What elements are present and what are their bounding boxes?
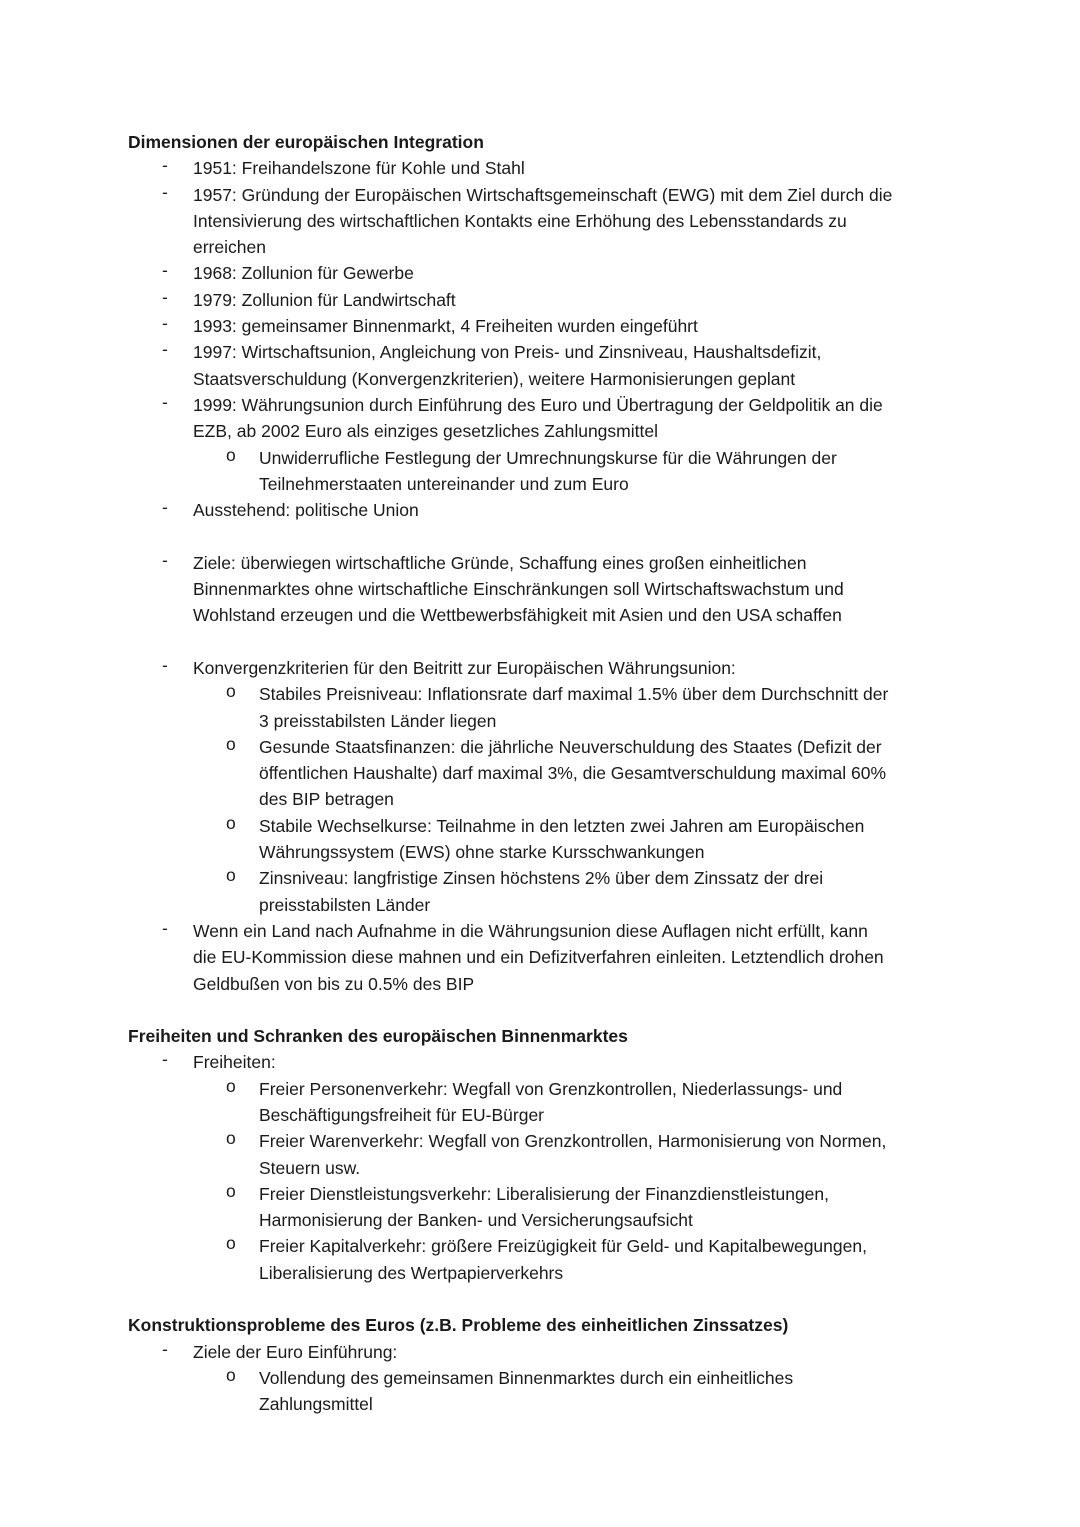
- sub-list-item-text: Vollendung des gemeinsamen Binnenmarktes durch ein einheitliches: [259, 1367, 794, 1388]
- list-item: [128, 339, 928, 392]
- list-item-text: Konvergenzkriterien für den Beitritt zur Europäischen Währungsunion:: [193, 657, 736, 678]
- list-item: [128, 313, 928, 339]
- dash-bullet: -: [162, 1049, 168, 1070]
- spacer: [128, 523, 928, 549]
- list-item-text: Ziele der Euro Einführung:: [193, 1341, 398, 1362]
- sub-list-item-text: des BIP betragen: [259, 789, 394, 810]
- sub-list-item-text: preisstabilsten Länder: [259, 894, 431, 915]
- list-item-text: Ziele: überwiegen wirtschaftliche Gründe, Schaffung eines großen einheitlichen: [193, 552, 807, 573]
- sub-list-item-text: Gesunde Staatsfinanzen: die jährliche Neuverschuldung des Staates (Defizit der: [259, 736, 882, 757]
- circle-bullet: o: [226, 681, 236, 702]
- list-item-text: 1999: Währungsunion durch Einführung des Euro und Übertragung der Geldpolitik an die: [193, 394, 883, 415]
- document-content: [128, 129, 928, 1418]
- sub-list-item-text: Unwiderrufliche Festlegung der Umrechnungskurse für die Währungen der: [259, 447, 837, 468]
- list-item-text: Intensivierung des wirtschaftlichen Kontakts eine Erhöhung des Lebensstandards zu: [193, 210, 847, 231]
- sub-list-item: [128, 681, 928, 734]
- list-item: [128, 655, 928, 681]
- sub-list-item: [128, 1365, 928, 1418]
- sub-list-item-text: Steuern usw.: [259, 1157, 361, 1178]
- list-item: [128, 182, 928, 261]
- list-item-text: 1957: Gründung der Europäischen Wirtschaftsgemeinschaft (EWG) mit dem Ziel durch die: [193, 184, 893, 205]
- list-item-text: 1968: Zollunion für Gewerbe: [193, 263, 414, 284]
- sub-list-item-text: 3 preisstabilsten Länder liegen: [259, 710, 497, 731]
- list-item-text: Staatsverschuldung (Konvergenzkriterien), weitere Harmonisierungen geplant: [193, 368, 796, 389]
- sub-list-item-text: Beschäftigungsfreiheit für EU-Bürger: [259, 1104, 544, 1125]
- spacer: [128, 997, 928, 1023]
- sub-list-item: [128, 734, 928, 813]
- circle-bullet: o: [226, 865, 236, 886]
- sub-list-item-text: Freier Kapitalverkehr: größere Freizügigkeit für Geld- und Kapitalbewegungen,: [259, 1236, 867, 1257]
- sub-list-item: [128, 1128, 928, 1181]
- sub-list-item-text: Zinsniveau: langfristige Zinsen höchstens 2% über dem Zinssatz der drei: [259, 868, 824, 889]
- sub-list-item-text: Zahlungsmittel: [259, 1394, 373, 1415]
- dash-bullet: -: [162, 313, 168, 334]
- circle-bullet: o: [226, 444, 236, 465]
- dash-bullet: -: [162, 1338, 168, 1359]
- circle-bullet: o: [226, 1180, 236, 1201]
- dash-bullet: -: [162, 497, 168, 518]
- dash-bullet: -: [162, 339, 168, 360]
- sub-list-item: [128, 813, 928, 866]
- sub-list-item-text: Teilnehmerstaaten untereinander und zum Euro: [259, 473, 629, 494]
- sub-list-item-text: Währungssystem (EWS) ohne starke Kursschwankungen: [259, 842, 705, 863]
- section-heading-freiheiten: Freiheiten und Schranken des europäischen Binnenmarktes: [128, 1026, 628, 1047]
- circle-bullet: o: [226, 1128, 236, 1149]
- sub-list-item: [128, 1233, 928, 1286]
- list-item: [128, 392, 928, 445]
- list-item-text: 1997: Wirtschaftsunion, Angleichung von Preis- und Zinsniveau, Haushaltsdefizit,: [193, 342, 822, 363]
- sub-list-item: [128, 1181, 928, 1234]
- dash-bullet: -: [162, 286, 168, 307]
- list-item-text: Ausstehend: politische Union: [193, 500, 419, 521]
- list-item-text: erreichen: [193, 237, 266, 258]
- section-heading-konstruktion: Konstruktionsprobleme des Euros (z.B. Probleme des einheitlichen Zinssatzes): [128, 1315, 789, 1336]
- sub-list-item-text: Freier Dienstleistungsverkehr: Liberalisierung der Finanzdienstleistungen,: [259, 1183, 830, 1204]
- circle-bullet: o: [226, 733, 236, 754]
- list-item-text: 1979: Zollunion für Landwirtschaft: [193, 289, 456, 310]
- dash-bullet: -: [162, 654, 168, 675]
- list-item: [128, 1049, 928, 1075]
- list-item: [128, 550, 928, 629]
- sub-list-item-text: öffentlichen Haushalte) darf maximal 3%, die Gesamtverschuldung maximal 60%: [259, 763, 887, 784]
- dash-bullet: -: [162, 181, 168, 202]
- list-item-text: Freiheiten:: [193, 1052, 276, 1073]
- list-item-text: die EU-Kommission diese mahnen und ein Defizitverfahren einleiten. Letztendlich drohen: [193, 947, 884, 968]
- circle-bullet: o: [226, 1233, 236, 1254]
- spacer: [128, 1286, 928, 1312]
- dash-bullet: -: [162, 155, 168, 176]
- sub-list-item: [128, 865, 928, 918]
- list-item-text: Wohlstand erzeugen und die Wettbewerbsfähigkeit mit Asien und den USA schaffen: [193, 605, 842, 626]
- sub-list-item-text: Freier Warenverkehr: Wegfall von Grenzkontrollen, Harmonisierung von Normen,: [259, 1131, 887, 1152]
- sub-list-item-text: Freier Personenverkehr: Wegfall von Grenzkontrollen, Niederlassungs- und: [259, 1078, 843, 1099]
- sub-list-item: [128, 1076, 928, 1129]
- sub-list-item: [128, 445, 928, 498]
- list-item-text: Geldbußen von bis zu 0.5% des BIP: [193, 973, 475, 994]
- dash-bullet: -: [162, 917, 168, 938]
- list-item: [128, 1339, 928, 1365]
- list-item: [128, 155, 928, 181]
- list-item: [128, 287, 928, 313]
- list-item: [128, 260, 928, 286]
- dash-bullet: -: [162, 549, 168, 570]
- circle-bullet: o: [226, 1075, 236, 1096]
- list-item-text: Wenn ein Land nach Aufnahme in die Währungsunion diese Auflagen nicht erfüllt, kann: [193, 920, 868, 941]
- list-item-text: EZB, ab 2002 Euro als einziges gesetzliches Zahlungsmittel: [193, 421, 658, 442]
- list-item-text: 1993: gemeinsamer Binnenmarkt, 4 Freiheiten wurden eingeführt: [193, 316, 698, 337]
- circle-bullet: o: [226, 812, 236, 833]
- dash-bullet: -: [162, 260, 168, 281]
- sub-list-item-text: Liberalisierung des Wertpapierverkehrs: [259, 1262, 564, 1283]
- sub-list-item-text: Stabile Wechselkurse: Teilnahme in den letzten zwei Jahren am Europäischen: [259, 815, 865, 836]
- list-item-text: 1951: Freihandelszone für Kohle und Stahl: [193, 158, 525, 179]
- dash-bullet: -: [162, 391, 168, 412]
- section-heading-dimensionen: Dimensionen der europäischen Integration: [128, 132, 484, 152]
- sub-list-item-text: Stabiles Preisniveau: Inflationsrate darf maximal 1.5% über dem Durchschnitt der: [259, 684, 889, 705]
- list-item: [128, 497, 928, 523]
- spacer: [128, 629, 928, 655]
- list-item: [128, 918, 928, 997]
- sub-list-item-text: Harmonisierung der Banken- und Versicherungsaufsicht: [259, 1210, 693, 1231]
- list-item-text: Binnenmarktes ohne wirtschaftliche Einschränkungen soll Wirtschaftswachstum und: [193, 579, 844, 600]
- circle-bullet: o: [226, 1364, 236, 1385]
